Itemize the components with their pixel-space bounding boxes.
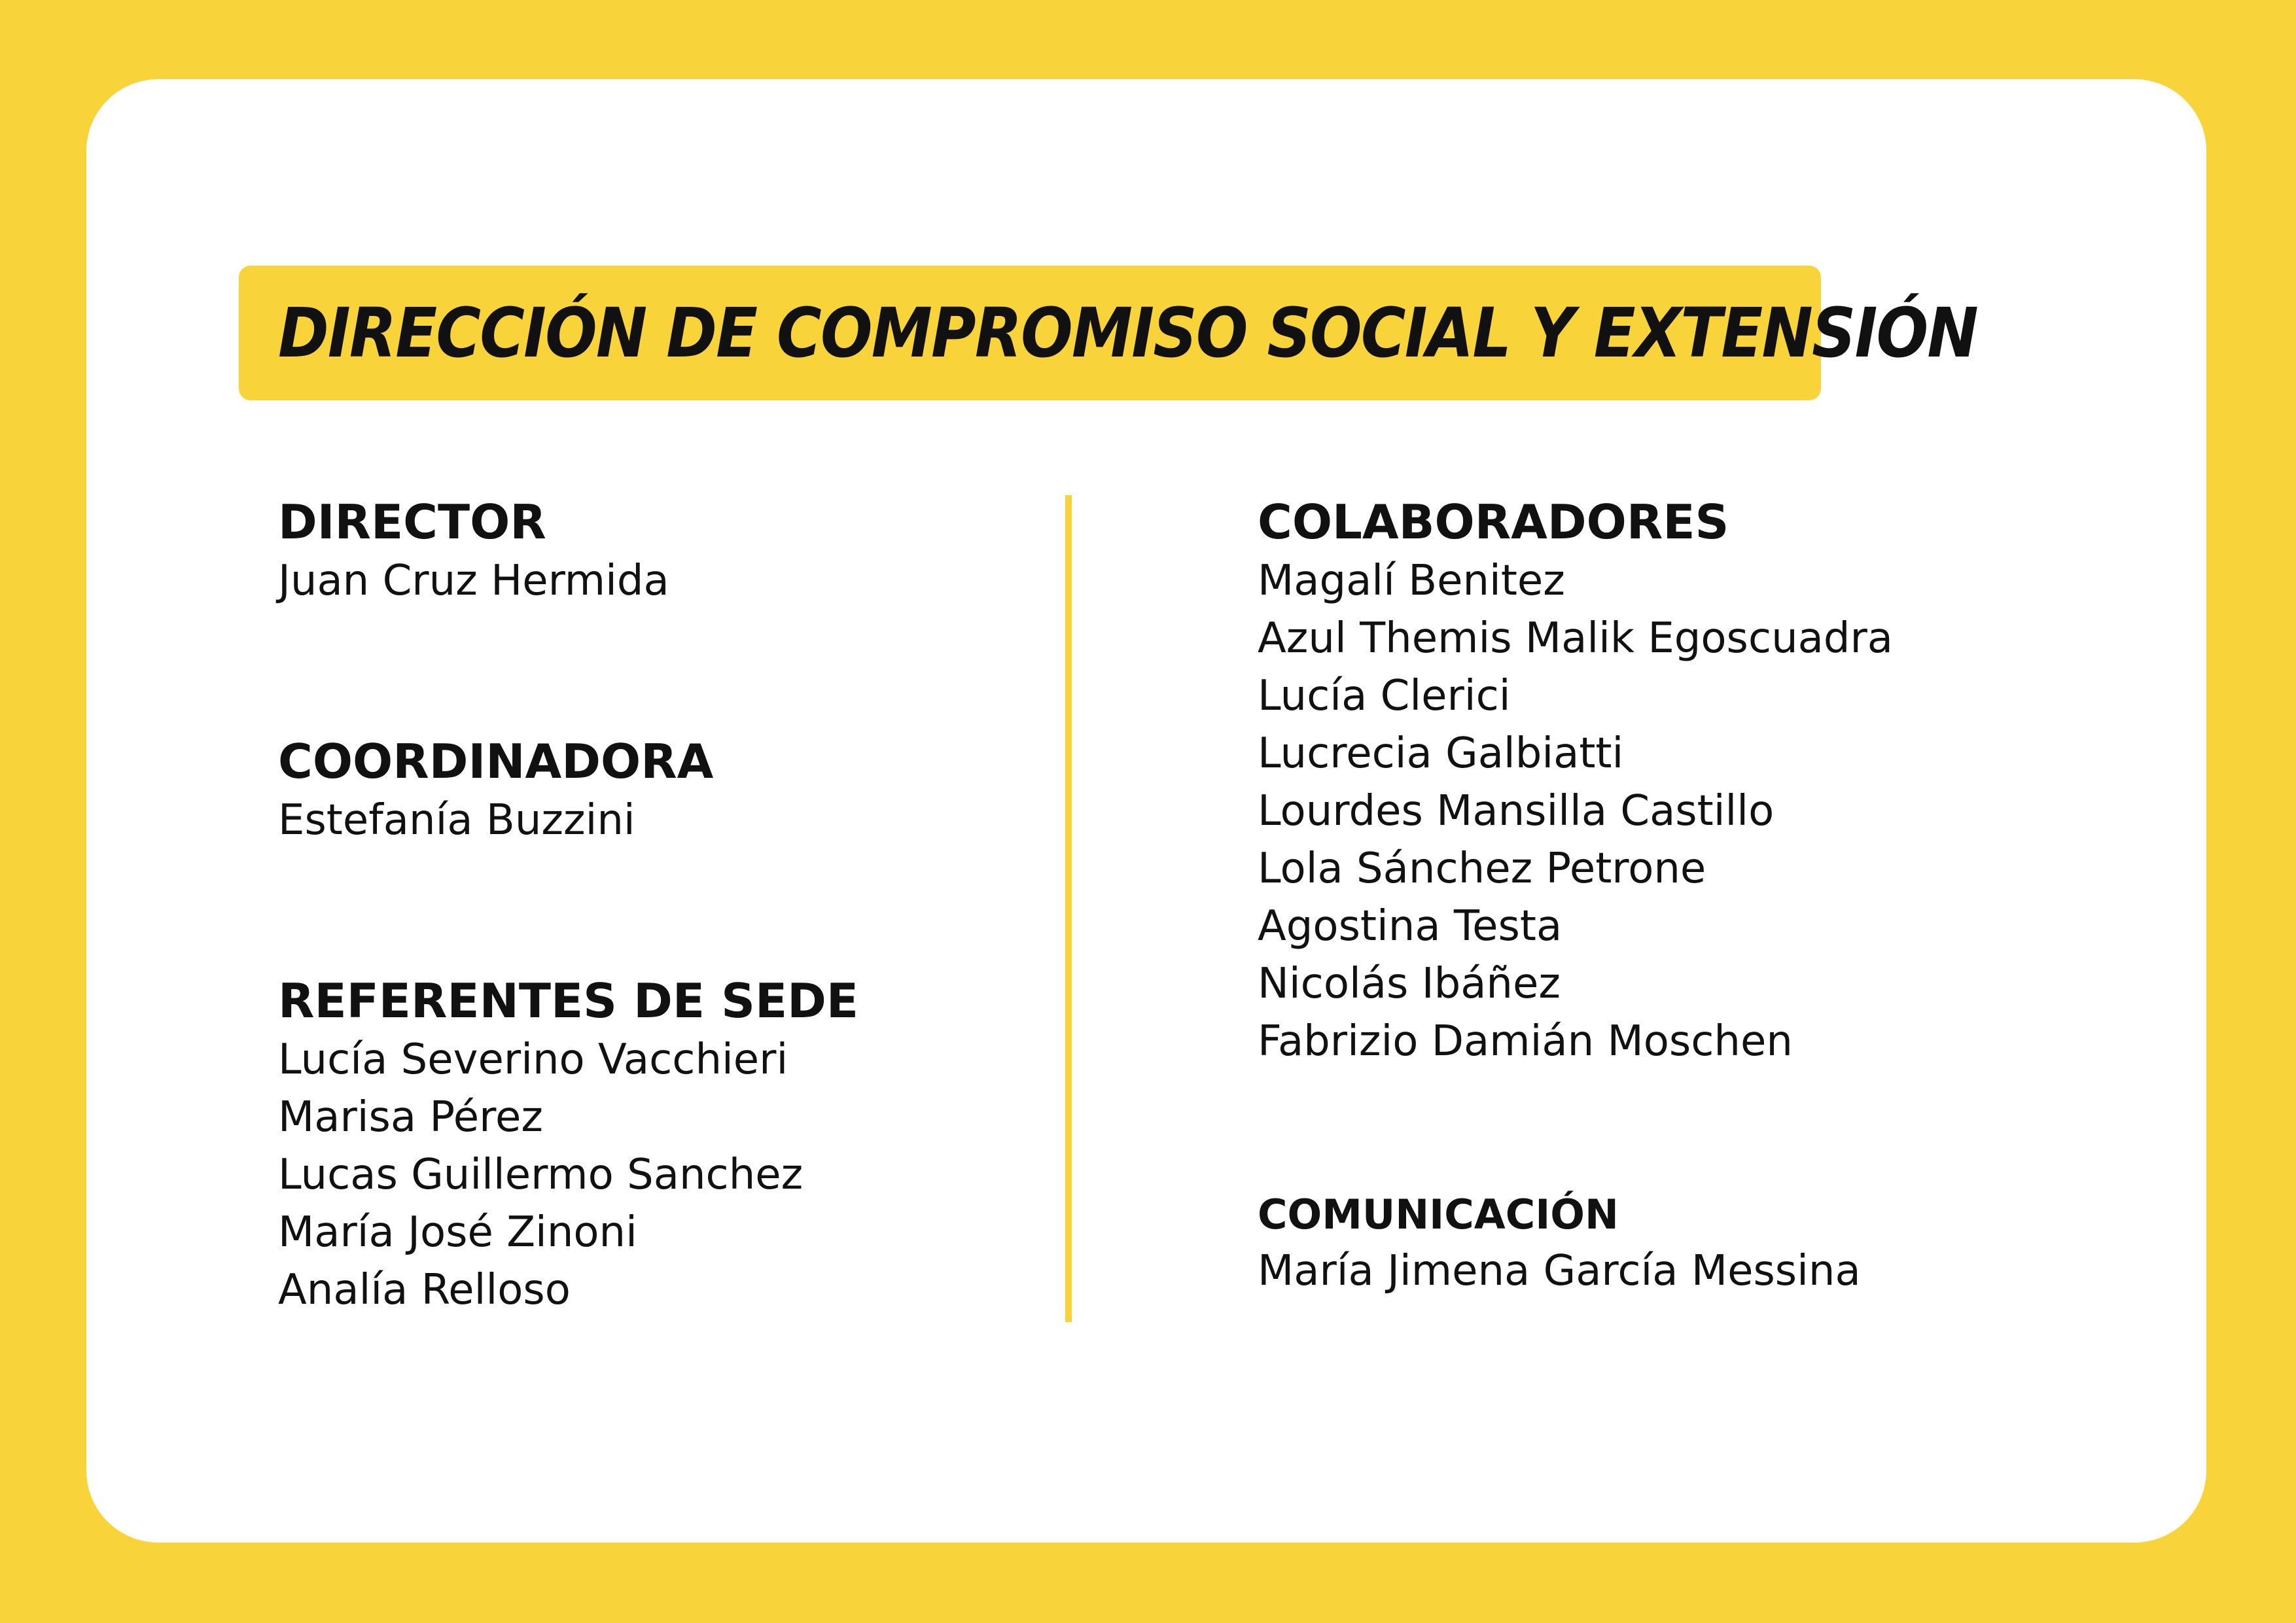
section-coordinadora (278, 731, 713, 849)
person-name: Lucas Guillermo Sanchez (278, 1151, 804, 1199)
person-name: Marisa Pérez (278, 1093, 543, 1142)
person-name: Juan Cruz Hermida (278, 557, 669, 605)
person-name: María José Zinoni (278, 1208, 637, 1257)
person-name: Azul Themis Malik Egoscuadra (1258, 614, 1893, 663)
person-name: Estefanía Buzzini (278, 796, 635, 845)
section-heading: COORDINADORA (278, 734, 714, 789)
person-name: Agostina Testa (1258, 902, 1563, 951)
section-heading: COLABORADORES (1258, 495, 1729, 550)
section-heading: COMUNICACIÓN (1258, 1191, 1619, 1238)
person-name: Lucía Clerici (1258, 672, 1511, 720)
section-director (278, 492, 669, 610)
person-name: María Jimena García Messina (1258, 1247, 1861, 1295)
person-name: Lucía Severino Vacchieri (278, 1036, 788, 1084)
person-name: Nicolás Ibáñez (1258, 960, 1561, 1008)
title-banner (239, 266, 1977, 400)
person-name: Lourdes Mansilla Castillo (1258, 787, 1775, 835)
person-name: Analía Relloso (278, 1266, 571, 1314)
page-title: DIRECCIÓN DE COMPROMISO SOCIAL Y EXTENSIÓN (278, 293, 1977, 373)
section-heading: REFERENTES DE SEDE (278, 973, 859, 1028)
person-name: Magalí Benitez (1258, 557, 1565, 605)
person-name: Fabrizio Damián Moschen (1258, 1017, 1793, 1066)
section-comunicacion (1258, 1187, 1861, 1300)
person-name: Lucrecia Galbiatti (1258, 729, 1624, 778)
column-divider (1065, 495, 1072, 1322)
section-heading: DIRECTOR (278, 495, 546, 550)
person-name: Lola Sánchez Petrone (1258, 845, 1706, 893)
section-colaboradores (1258, 492, 1893, 1070)
section-referentes (278, 971, 858, 1319)
